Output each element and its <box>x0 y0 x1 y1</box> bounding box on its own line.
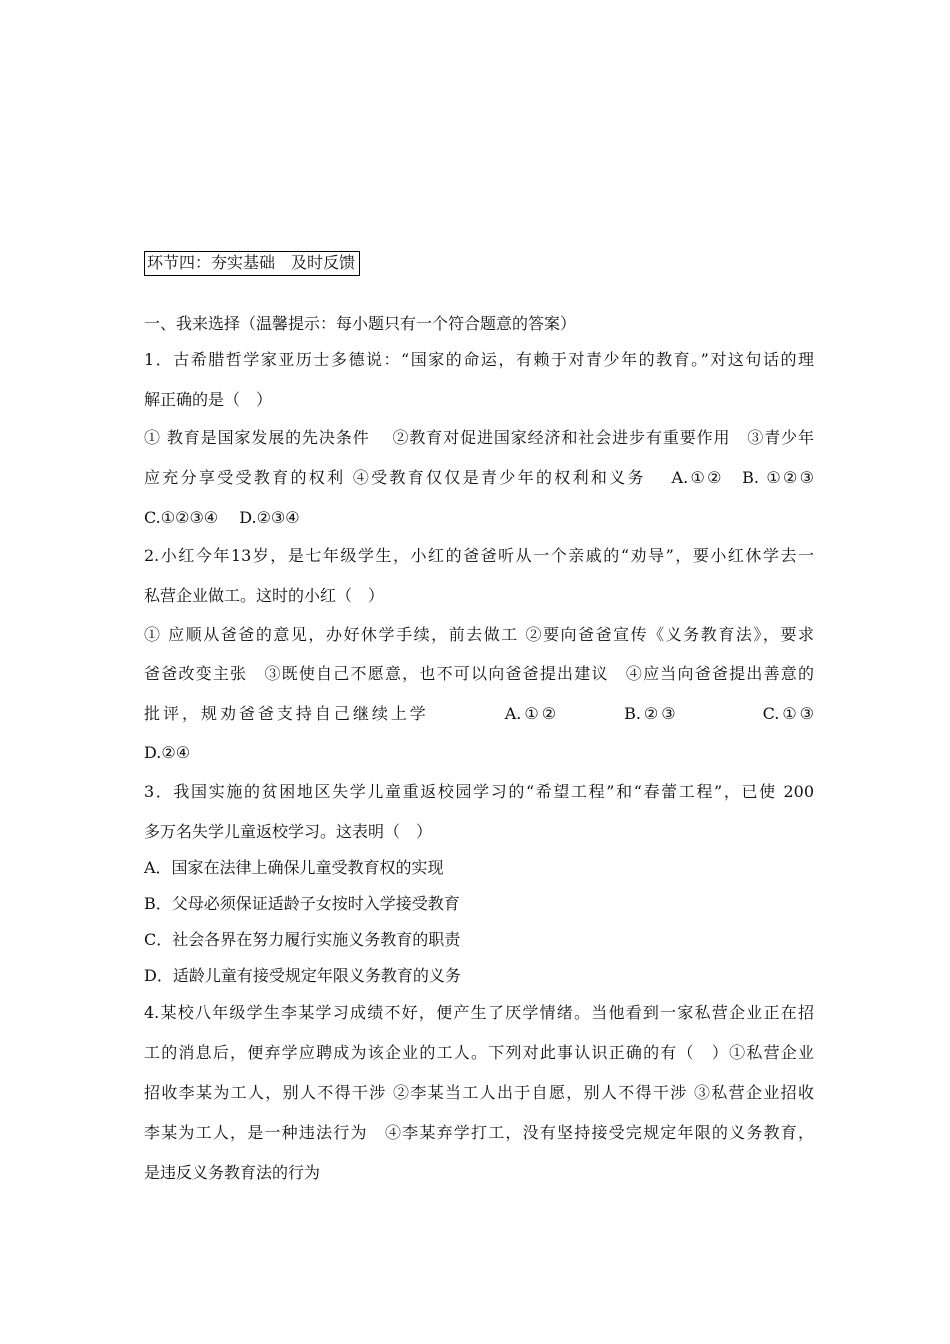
q3-option-d: D．适龄儿童有接受规定年限义务教育的义务 <box>144 966 461 985</box>
q4-line-1: 4.某校八年级学生李某学习成绩不好，便产生了厌学情绪。当他看到一家私营企业正在招 <box>144 1003 814 1022</box>
q4-line-4: 李某为工人，是一种违法行为 ④李某弃学打工，没有坚持接受完规定年限的义务教育， <box>144 1123 814 1142</box>
section-title: 环节四：夯实基础 及时反馈 <box>144 251 360 276</box>
q2-options-line-4: D.②④ <box>144 743 191 762</box>
q3-stem-line-1: 3．我国实施的贫困地区失学儿童重返校园学习的“希望工程”和“春蕾工程”，已使 200 <box>144 782 814 801</box>
q2-options-line-2: 爸爸改变主张 ③既使自己不愿意，也不可以向爸爸提出建议 ④应当向爸爸提出善意的 <box>144 664 814 683</box>
part-heading: 一、我来选择（温馨提示：每小题只有一个符合题意的答案） <box>144 314 577 333</box>
q2-stem-line-1: 2.小红今年13岁，是七年级学生，小红的爸爸听从一个亲戚的“劝导”，要小红休学去一 <box>144 546 814 565</box>
q1-options-line-1: ① 教育是国家发展的先决条件 ②教育对促进国家经济和社会进步有重要作用 ③青少年 <box>144 428 814 447</box>
q3-stem-line-2: 多万名失学儿童返校学习。这表明（ ） <box>144 822 433 841</box>
q3-option-c: C．社会各界在努力履行实施义务教育的职责 <box>144 930 461 949</box>
q1-options-line-3: C.①②③④ D.②③④ <box>144 508 300 527</box>
q3-option-a: A．国家在法律上确保儿童受教育权的实现 <box>144 858 444 877</box>
q2-options-line-3: 批评，规劝爸爸支持自己继续上学 A.①② B.②③ C.①③ <box>144 704 814 723</box>
q2-stem-line-2: 私营企业做工。这时的小红（ ） <box>144 586 385 605</box>
q1-stem-line-2: 解正确的是（ ） <box>144 390 273 409</box>
q3-option-b: B．父母必须保证适龄子女按时入学接受教育 <box>144 894 460 913</box>
q4-line-5: 是违反义务教育法的行为 <box>144 1163 321 1182</box>
q4-line-2: 工的消息后，便弃学应聘成为该企业的工人。下列对此事认识正确的有（ ）①私营企业 <box>144 1043 814 1062</box>
q1-options-line-2: 应充分享受受教育的权利 ④受教育仅仅是青少年的权利和义务 A.①② B. ①②③ <box>144 468 814 487</box>
q1-stem-line-1: 1．古希腊哲学家亚历士多德说：“国家的命运，有赖于对青少年的教育。”对这句话的理 <box>144 350 814 369</box>
q4-line-3: 招收李某为工人，别人不得干涉 ②李某当工人出于自愿，别人不得干涉 ③私营企业招收 <box>144 1083 814 1102</box>
q2-options-line-1: ① 应顺从爸爸的意见，办好休学手续，前去做工 ②要向爸爸宣传《义务教育法》，要求 <box>144 625 814 644</box>
